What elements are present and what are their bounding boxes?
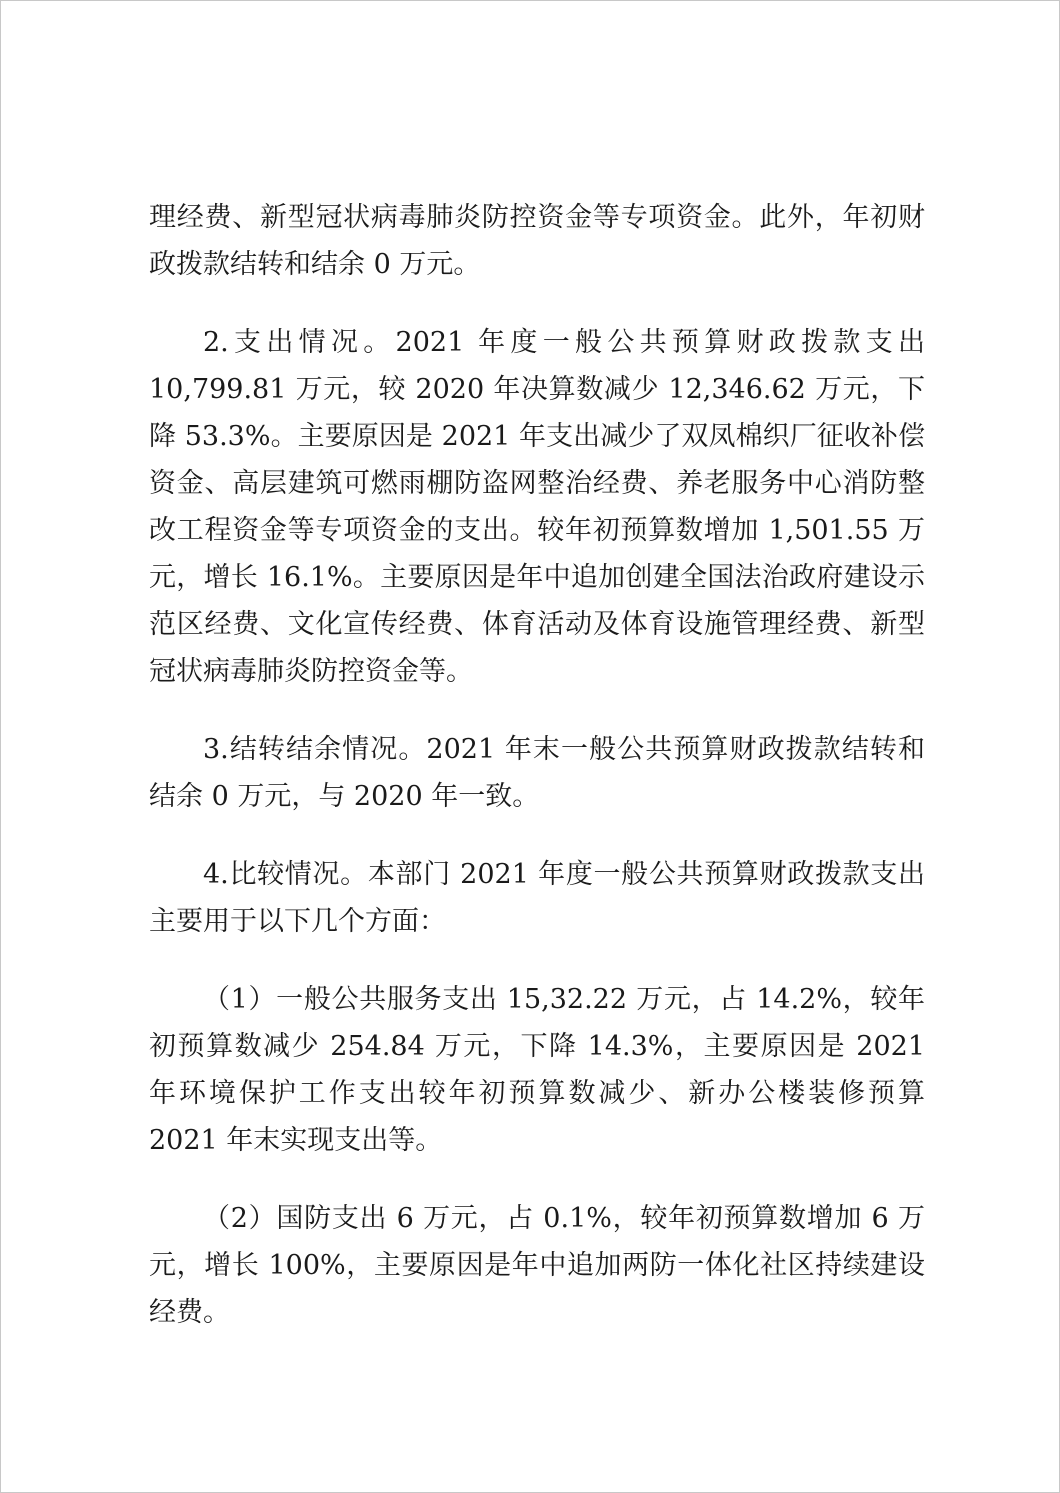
paragraph-carryover: 3.结转结余情况。2021 年末一般公共预算财政拨款结转和结余 0 万元，与 2020 年一致。	[149, 734, 925, 812]
document-body	[149, 194, 925, 1336]
paragraph-comparison: 4.比较情况。本部门 2021 年度一般公共预算财政拨款支出主要用于以下几个方面：	[149, 859, 925, 937]
paragraph-national-defense: （2）国防支出 6 万元，占 0.1%，较年初预算数增加 6 万元，增长 100%，主要原因是年中追加两防一体化社区持续建设经费。	[149, 1203, 925, 1328]
paragraph-expenditure: 2.支出情况。2021 年度一般公共预算财政拨款支出 10,799.81 万元，较 2020 年决算数减少 12,346.62 万元，下降 53.3%。主要原因是 2021 年支出减少了双凤棉织厂征收补偿资金、高层建筑可燃雨棚防盗网整治经费、养老服务中心消防整改工程资金等专项资金的支出。较年初预算数增加 1,501.55 万元，增长 16.1%。主要原因是年中追加创建全国法治政府建设示范区经费、文化宣传经费、体育活动及体育设施管理经费、新型冠状病毒肺炎防控资金等。	[149, 327, 925, 687]
paragraph-fund-continuation: 理经费、新型冠状病毒肺炎防控资金等专项资金。此外，年初财政拨款结转和结余 0 万元。	[149, 202, 925, 280]
paragraph-general-public-services: （1）一般公共服务支出 15,32.22 万元，占 14.2%，较年初预算数减少 254.84 万元，下降 14.3%，主要原因是 2021 年环境保护工作支出较年初预算数减少、新办公楼装修预算 2021 年末实现支出等。	[149, 984, 925, 1156]
